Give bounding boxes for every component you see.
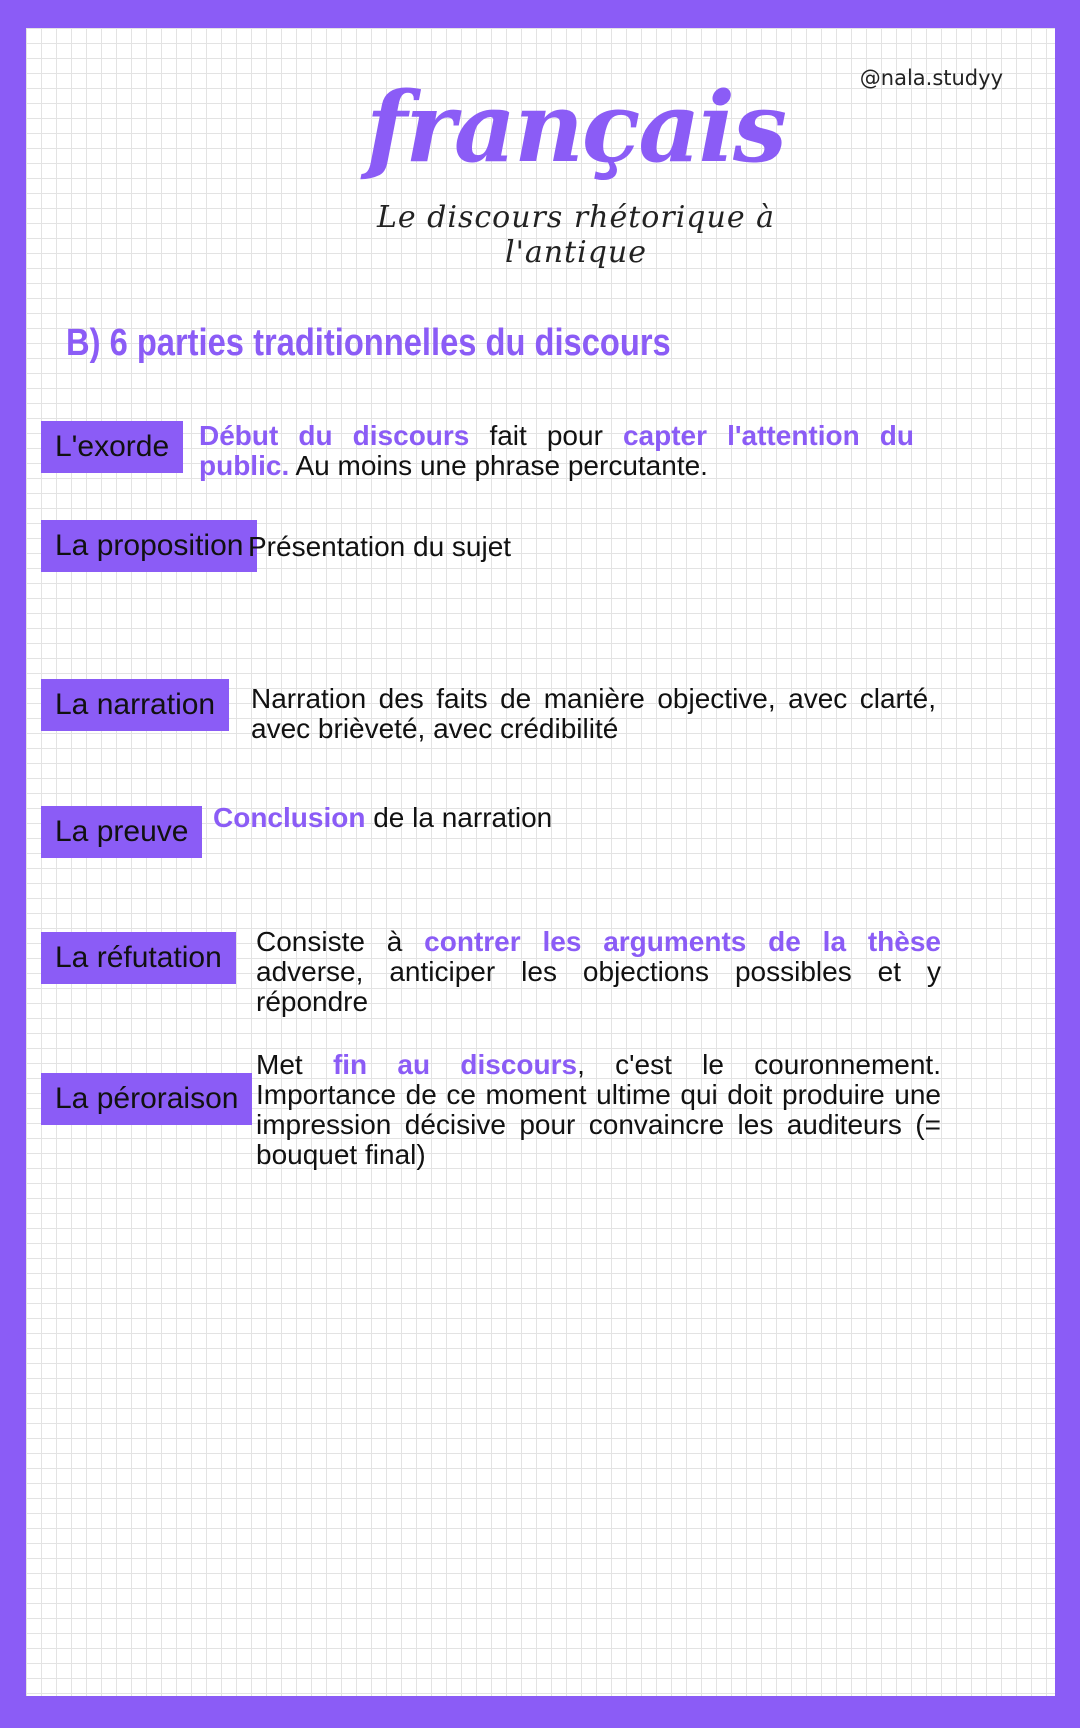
description-text: , c'est le couronnement. Importance de ce moment ultime qui doit produire une impression décisive pour convaincre les auditeurs (= bouquet final) (256, 1049, 941, 1170)
description-text: Au moins une phrase percutante. (289, 450, 708, 481)
author-handle: @nala.studyy (859, 66, 1003, 90)
part-label-proposition: La proposition (41, 520, 257, 572)
part-label-preuve: La preuve (41, 806, 202, 858)
description-text: de la narration (365, 802, 553, 833)
description-text: adverse, anticiper les objections possibles et y répondre (256, 956, 941, 1017)
part-description-peroraison (256, 1050, 941, 1170)
page-title: français (366, 71, 786, 184)
description-text: Met (256, 1049, 333, 1080)
description-text: Narration des faits de manière objective, avec clarté, avec brièveté, avec crédibilité (251, 683, 936, 744)
part-label-exorde: L'exorde (41, 421, 183, 473)
note-page (26, 28, 1055, 1696)
part-description-exorde (199, 421, 914, 481)
description-text: fait pour (469, 420, 623, 451)
part-label-peroraison: La péroraison (41, 1073, 252, 1125)
page-subtitle: Le discours rhétorique à l'antique (376, 200, 776, 270)
highlight-text: fin au discours (332, 1049, 578, 1080)
part-description-preuve (213, 803, 713, 833)
part-label-narration: La narration (41, 679, 229, 731)
part-description-proposition (248, 532, 748, 562)
part-description-refutation (256, 927, 941, 1017)
section-heading: B) 6 parties traditionnelles du discours (66, 322, 671, 364)
part-description-narration (251, 684, 936, 744)
part-label-refutation: La réfutation (41, 932, 236, 984)
highlight-text: contrer les arguments de la thèse (424, 926, 942, 957)
description-text: Présentation du sujet (248, 531, 512, 562)
highlight-text: Début du discours (199, 420, 470, 451)
description-text: Consiste à (256, 926, 425, 957)
highlight-text: Conclusion (213, 802, 366, 833)
highlight-text: capter l'attention du public. (199, 420, 915, 481)
